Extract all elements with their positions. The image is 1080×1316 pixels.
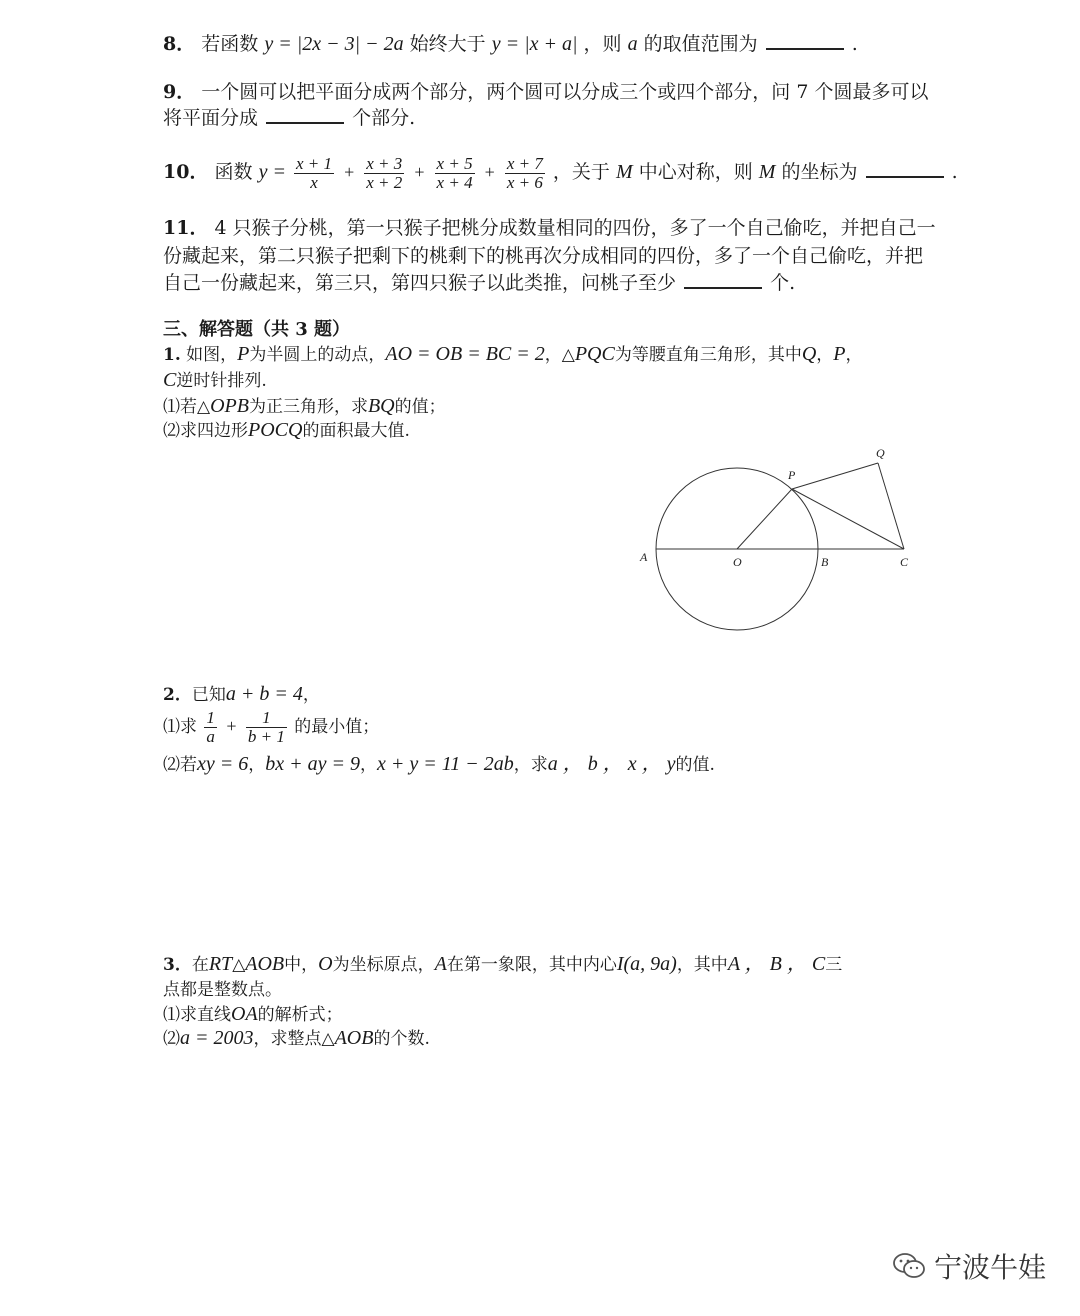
text: ， xyxy=(248,755,266,775)
variables: a ， b ， x ， y xyxy=(547,753,676,775)
text: ，求整点△ xyxy=(253,1029,335,1049)
question-number: 8． xyxy=(163,33,196,55)
label-C: C xyxy=(900,555,909,569)
plus-sign: + xyxy=(226,716,237,736)
text: ⑵求四边形 xyxy=(163,421,248,441)
text: ⑴求直线 xyxy=(163,1005,231,1025)
problem-2-part-1 xyxy=(163,704,379,750)
text: 点都是整数点。 xyxy=(163,980,282,1000)
variable: M xyxy=(758,161,776,183)
text: ⑴若△ xyxy=(163,397,211,417)
problem-3-line-1 xyxy=(163,950,842,979)
formula: xy = 6 xyxy=(197,753,249,775)
text: 的值. xyxy=(675,755,715,775)
problem-1-part-2 xyxy=(163,416,410,445)
plus-sign: + xyxy=(414,162,425,182)
text: ⑵ xyxy=(163,1029,180,1049)
formula: a = 2003 xyxy=(180,1027,254,1049)
segment-op xyxy=(737,489,792,549)
text: 的值； xyxy=(394,397,446,417)
text: 如图， xyxy=(186,345,238,365)
fraction-4: $\frac{x + 7}{x + 6}$ xyxy=(506,153,543,192)
question-11-line-1 xyxy=(163,214,936,242)
text: ⑵若 xyxy=(163,755,197,775)
watermark-text: 宁波牛娃 xyxy=(933,1251,1046,1284)
formula: a + b = 4 xyxy=(225,683,303,705)
formula: y = xyxy=(258,161,286,183)
text: ，求 xyxy=(513,755,548,775)
answer-blank xyxy=(866,158,944,178)
text: 的解析式； xyxy=(257,1005,343,1025)
text: 为半圆上的动点， xyxy=(249,345,386,365)
wechat-icon xyxy=(892,1251,926,1281)
variable: P xyxy=(833,343,846,365)
variable: C xyxy=(163,369,177,391)
text: ， xyxy=(816,345,834,365)
text: 若函数 xyxy=(201,33,259,55)
text: 将平面分成 xyxy=(163,107,259,129)
segment-qc xyxy=(878,463,904,549)
variable: RT xyxy=(208,953,233,975)
text: ⑴求 xyxy=(163,717,197,737)
text: 4 只猴子分桃，第一只猴子把桃分成数量相同的四份，多了一个自己偷吃，并把自己一 xyxy=(214,217,936,239)
text: 一个圆可以把平面分成两个部分，两个圆可以分成三个或四个部分，问 7 个圆最多可以 xyxy=(201,81,929,103)
variable: O xyxy=(318,953,333,975)
variable: OPB xyxy=(210,395,249,417)
text: 中心对称，则 xyxy=(638,161,753,183)
text: ，△ xyxy=(544,345,575,365)
fraction-1-over-b-plus-1: $\frac{1}{b + 1}$ xyxy=(247,708,285,746)
question-number: 1. xyxy=(163,345,181,365)
variable: AOB xyxy=(334,1027,374,1049)
variable: Q xyxy=(801,343,817,365)
label-O: O xyxy=(733,555,742,569)
segment-pc xyxy=(792,489,904,549)
text: 的坐标为 xyxy=(781,161,858,183)
problem-1-line-2 xyxy=(163,366,267,395)
label-P: P xyxy=(788,468,796,482)
text: ，则 xyxy=(583,33,622,55)
text: 自己一份藏起来，第三只，第四只猴子以此类推，问桃子至少 xyxy=(163,272,677,294)
text: 已知 xyxy=(191,685,226,705)
plus-sign: + xyxy=(344,162,355,182)
question-number: 2． xyxy=(163,685,192,705)
label-A: A xyxy=(640,550,648,564)
label-B: B xyxy=(821,555,829,569)
text: ， xyxy=(360,755,377,775)
watermark xyxy=(892,1246,1046,1286)
text: 为坐标原点， xyxy=(332,955,435,975)
text: ，关于 xyxy=(552,161,610,183)
text: 在 xyxy=(191,955,209,975)
geometry-figure xyxy=(630,440,930,640)
text: 个部分. xyxy=(352,107,416,129)
text: 为正三角形，求 xyxy=(248,397,368,417)
variable: POCQ xyxy=(248,419,303,441)
triangle-symbol: △ xyxy=(232,955,246,975)
question-11-line-2 xyxy=(163,242,923,270)
formula: bx + ay = 9 xyxy=(265,753,360,775)
question-11-line-3 xyxy=(163,269,795,297)
variable: OA xyxy=(231,1003,258,1025)
question-number: 11． xyxy=(163,217,209,239)
text: 的个数. xyxy=(373,1029,430,1049)
question-number: 9． xyxy=(163,81,196,103)
text: ， xyxy=(302,685,320,705)
plus-sign: + xyxy=(484,162,495,182)
variable: PQC xyxy=(574,343,615,365)
text: 始终大于 xyxy=(409,33,486,55)
variable: M xyxy=(615,161,633,183)
question-8 xyxy=(163,30,858,58)
fraction-2: $\frac{x + 3}{x + 2}$ xyxy=(366,153,403,192)
text: 个. xyxy=(770,272,796,294)
question-9-line-2 xyxy=(163,104,415,132)
answer-blank xyxy=(684,269,762,289)
formula: AO = OB = BC = 2 xyxy=(385,343,545,365)
section-heading: 三、解答题（共 3 题） xyxy=(163,319,351,340)
label-Q: Q xyxy=(876,446,885,460)
problem-2-part-2 xyxy=(163,750,715,779)
text: . xyxy=(951,161,958,183)
variable: P xyxy=(237,343,250,365)
variable: a xyxy=(627,33,638,55)
text: . xyxy=(851,33,858,55)
answer-blank xyxy=(266,104,344,124)
variable: A xyxy=(434,953,447,975)
text: 逆时针排列. xyxy=(176,371,267,391)
formula: y = |x + a| xyxy=(491,33,578,55)
formula: x + y = 11 − 2ab xyxy=(377,753,514,775)
text: 在第一象限，其中内心 xyxy=(446,955,617,975)
answer-blank xyxy=(766,30,844,50)
text: 中， xyxy=(284,955,319,975)
text: 函数 xyxy=(214,161,253,183)
question-9-line-1 xyxy=(163,78,928,106)
variable: BQ xyxy=(367,395,395,417)
question-10 xyxy=(163,150,958,198)
text: ，其中 xyxy=(676,955,728,975)
problem-1-line-1 xyxy=(163,340,863,369)
question-number: 10． xyxy=(163,161,209,183)
text: ， xyxy=(845,345,863,365)
text: 的面积最大值. xyxy=(302,421,410,441)
segment-pq xyxy=(792,463,878,489)
formula: y = |2x − 3| − 2a xyxy=(264,33,404,55)
text: 为等腰直角三角形，其中 xyxy=(614,345,802,365)
variable: AOB xyxy=(245,953,285,975)
fraction-1: $\frac{x + 1}{x}$ xyxy=(295,153,333,192)
fraction-3: $\frac{x + 5}{x + 4}$ xyxy=(436,153,473,192)
problem-3-part-2 xyxy=(163,1024,430,1053)
text: 的取值范围为 xyxy=(643,33,758,55)
fraction-1-over-a: $\frac{1}{a}$ xyxy=(206,708,215,746)
formula: I(a, 9a) xyxy=(616,953,677,975)
question-number: 3． xyxy=(163,955,192,975)
text: 三 xyxy=(825,955,843,975)
text: 的最小值； xyxy=(294,717,380,737)
variables: A ， B ， C xyxy=(727,953,826,975)
text: 份藏起来，第二只猴子把剩下的桃剩下的桃再次分成相同的四份，多了一个自己偷吃，并把 xyxy=(163,245,924,267)
